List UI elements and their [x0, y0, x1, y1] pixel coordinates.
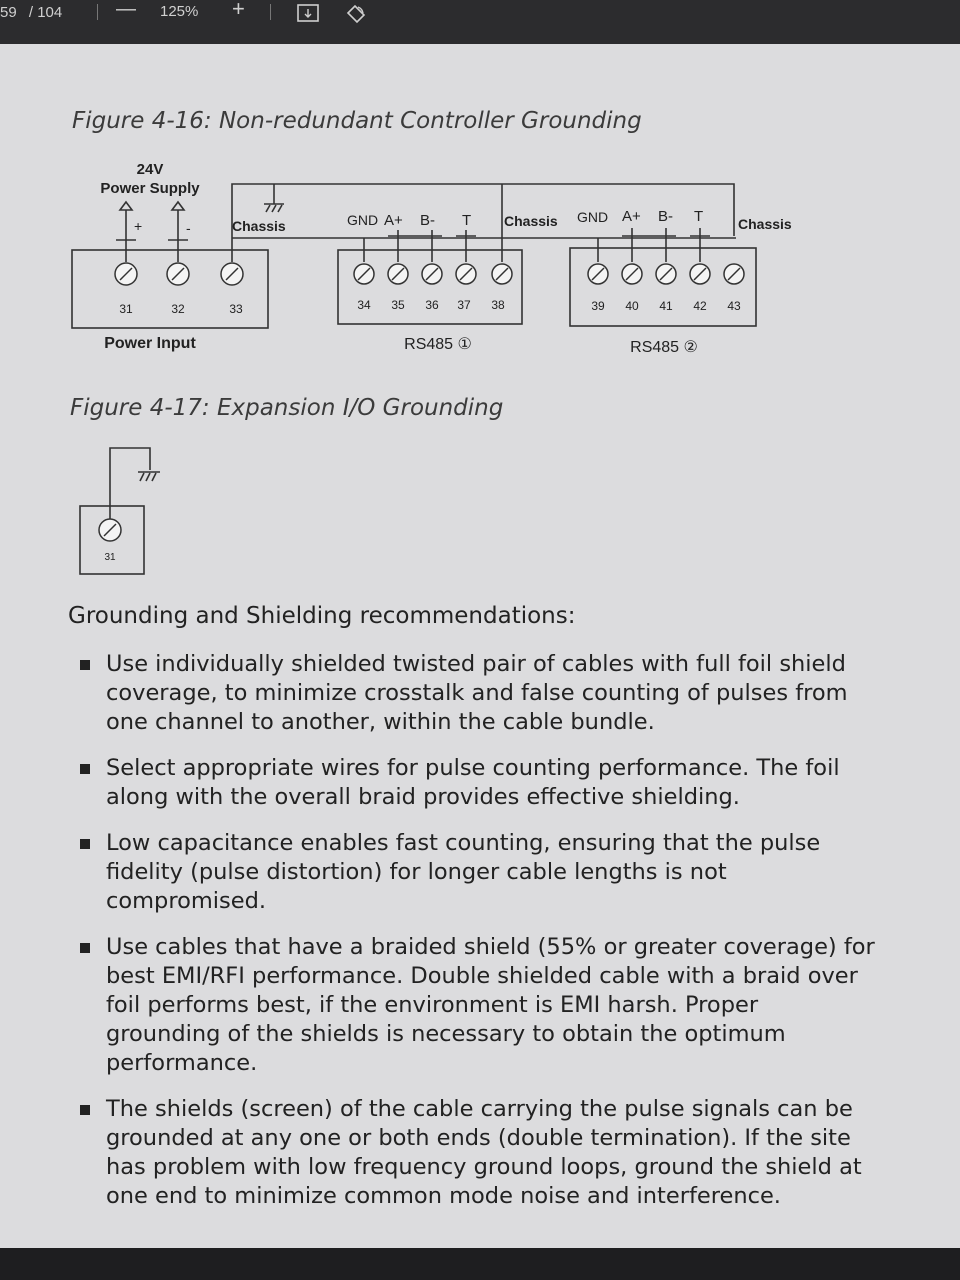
list-item-text: Select appropriate wires for pulse counting performance. The foil along with the overall braid provides effective shielding.	[106, 755, 840, 810]
terminal-number: 37	[457, 298, 471, 312]
terminal-screw-37	[456, 264, 476, 284]
terminal-screw-31	[115, 263, 137, 285]
terminal-screw-40	[622, 264, 642, 284]
minus-arrow-line	[172, 202, 184, 242]
figure-4-16-caption: Figure 4-16: Non-redundant Controller Grounding	[72, 108, 642, 134]
bullet-square-icon	[80, 764, 90, 774]
list-item-text: Use individually shielded twisted pair of cables with full foil shield coverage, to minimize crosstalk and false counting of pulses from one channel to another, within the cable bundle.	[106, 651, 848, 735]
zoom-in-button[interactable]: +	[232, 0, 245, 21]
rs485-2-b-minus: B-	[658, 208, 673, 225]
power-input-box	[72, 250, 268, 328]
ground-hatch	[266, 205, 282, 212]
bullet-square-icon	[80, 660, 90, 670]
power-input-label: Power Input	[104, 335, 196, 352]
list-item	[76, 1095, 876, 1211]
list-item	[76, 650, 876, 737]
list-item	[76, 829, 876, 916]
section-heading: Grounding and Shielding recommendations:	[68, 603, 576, 629]
terminal-number: 34	[357, 298, 371, 312]
rs485-1-b-minus: B-	[420, 212, 435, 229]
terminal-screw-36	[422, 264, 442, 284]
rs485-1-box	[338, 250, 522, 324]
bullet-square-icon	[80, 1105, 90, 1115]
expansion-io-diagram	[80, 448, 160, 574]
page-total: / 104	[28, 4, 63, 21]
list-item-text: The shields (screen) of the cable carrying the pulse signals can be grounded at any one or both ends (double termination). If the site has problem with low frequency ground loops, ground the shield at one end to minimize common mode noise and interference.	[106, 1096, 862, 1209]
terminal-number: 36	[425, 298, 439, 312]
list-item-text: Use cables that have a braided shield (55% or greater coverage) for best EMI/RFI performance. Double shielded cable with a braid over foil performs best, if the environment is EMI harsh. Proper grounding of the shields is necessary to obtain the optimum performance.	[106, 934, 875, 1076]
terminal-number: 41	[659, 299, 673, 313]
zoom-level[interactable]: 125%	[160, 3, 199, 20]
rs485-1-t: T	[462, 212, 472, 229]
terminal-number: 38	[491, 298, 505, 312]
list-item-text: Low capacitance enables fast counting, ensuring that the pulse fidelity (pulse distortion) for longer cable lengths is not compromised.	[106, 830, 821, 914]
chassis-label-rs485-1: Chassis	[504, 213, 558, 229]
terminal-screw-43	[724, 264, 744, 284]
figure-4-17-caption: Figure 4-17: Expansion I/O Grounding	[70, 395, 504, 421]
chassis-label-power: Chassis	[232, 218, 286, 234]
chassis-label-rs485-2: Chassis	[738, 216, 792, 232]
terminal-screw-33	[221, 263, 243, 285]
terminal-screw-32	[167, 263, 189, 285]
terminal-number: 31	[119, 302, 133, 316]
terminal-screw-expansion-31	[99, 519, 121, 541]
supply-name-label: Power Supply	[100, 180, 200, 197]
minus-label: -	[186, 220, 191, 236]
rs485-1-label: RS485 ①	[404, 336, 472, 353]
bullet-square-icon	[80, 839, 90, 849]
rs485-2-gnd: GND	[577, 209, 609, 225]
terminal-number: 32	[171, 302, 185, 316]
terminal-screw-39	[588, 264, 608, 284]
terminal-screw-38	[492, 264, 512, 284]
page-current[interactable]: 59	[0, 4, 17, 21]
rs485-1-gnd: GND	[347, 212, 379, 228]
recommendation-list	[76, 650, 876, 1228]
terminal-number: 43	[727, 299, 741, 313]
list-item	[76, 933, 876, 1078]
plus-label: +	[134, 218, 143, 234]
list-item	[76, 754, 876, 812]
plus-arrow-line	[120, 202, 132, 242]
rs485-2-label: RS485 ②	[630, 339, 698, 356]
grounding-diagrams	[0, 0, 960, 600]
supply-voltage-label: 24V	[136, 161, 164, 178]
bullet-square-icon	[80, 943, 90, 953]
screen-bezel	[0, 1248, 960, 1280]
terminal-number: 39	[591, 299, 605, 313]
terminal-number: 35	[391, 298, 405, 312]
rs485-2-a-plus: A+	[622, 208, 641, 225]
terminal-number: 40	[625, 299, 639, 313]
terminal-number: 42	[693, 299, 707, 313]
rs485-1-a-plus: A+	[384, 212, 403, 229]
zoom-out-button[interactable]: —	[116, 0, 136, 20]
terminal-screw-41	[656, 264, 676, 284]
terminal-screw-34	[354, 264, 374, 284]
terminal-screw-35	[388, 264, 408, 284]
terminal-number: 33	[229, 302, 243, 316]
expansion-terminal-number: 31	[104, 552, 116, 563]
rs485-2-t: T	[694, 208, 704, 225]
terminal-screw-42	[690, 264, 710, 284]
